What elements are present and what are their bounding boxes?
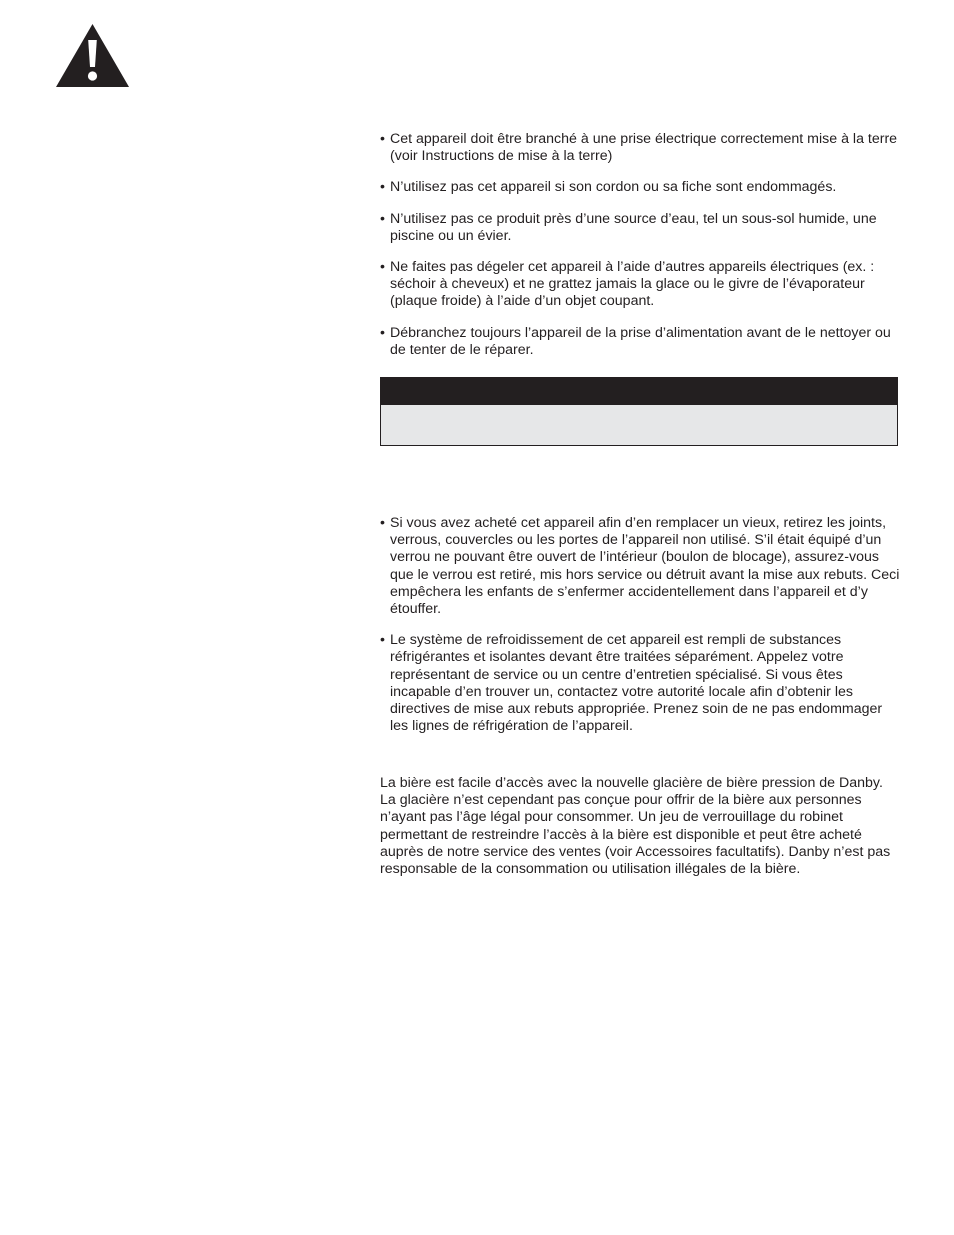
bullet-marker: • (380, 259, 385, 276)
list-item (380, 515, 900, 618)
list-item-text: Cet appareil doit être branché à une prise électrique correctement mise à la terre (voir Instructions de mise à la terre) (390, 131, 898, 165)
list-item (380, 325, 900, 359)
list-item-text: N’utilisez pas ce produit près d’une source d’eau, tel un sous-sol humide, une piscine ou un évier. (390, 210, 877, 244)
disposal-list (380, 515, 900, 749)
beer-access-paragraph: La bière est facile d’accès avec la nouvelle glacière de bière pression de Danby. La glacière n’est cependant pas conçue pour offrir de la bière aux personnes n’ayant pas l’âge légal pour consommer. Un jeu de verrouillage du robinet permettant de restreindre l’accès à la bière est disponible et peut être acheté auprès de notre service des ventes (voir Accessoires facultatifs). Danby n’est pas responsable de la consommation ou utilisation illégales de la bière. (380, 775, 891, 878)
bullet-marker: • (380, 179, 385, 196)
list-item (380, 632, 900, 735)
list-item (380, 211, 900, 245)
notice-box-header (381, 378, 897, 405)
bullet-marker: • (380, 324, 385, 341)
list-item-text: Débranchez toujours l’appareil de la prise d’alimentation avant de le nettoyer ou de tenter de le réparer. (390, 324, 891, 358)
electrical-safety-list (380, 131, 900, 373)
notice-box (380, 377, 898, 446)
list-item-text: Le système de refroidissement de cet appareil est rempli de substances réfrigérantes et isolantes devant être traitées séparément. Appelez votre représentant de service ou un centre d’entretien spécialisé. Si vous êtes incapable d’en trouver un, contactez votre autorité locale afin d’obtenir les directives de mise aux rebuts appropriée. Prenez soin de ne pas endommager les lignes de réfrigération de l’appareil. (390, 632, 883, 735)
bullet-marker: • (380, 515, 385, 531)
bullet-marker: • (380, 210, 385, 227)
list-item (380, 179, 900, 196)
bullet-marker: • (380, 131, 385, 147)
warning-icon (55, 23, 130, 88)
list-item (380, 259, 900, 311)
list-item (380, 131, 900, 165)
list-item-text: Si vous avez acheté cet appareil afin d’en remplacer un vieux, retirez les joints, verrous, couvercles ou les portes de l’appareil non utilisé. S’il était équipé d’un verrou ne pouvant être ouvert de l’intérieur (boulon de blocage), assurez-vous que le verrou est retiré, mis hors service ou détruit avant la mise aux rebuts. Ceci empêchera les enfants de s’enfermer accidentellement dans l’appareil et d’y étouffer. (390, 515, 900, 618)
bullet-marker: • (380, 632, 385, 649)
list-item-text: Ne faites pas dégeler cet appareil à l’aide d’autres appareils électriques (ex. : séchoir à cheveux) et ne grattez jamais la glace ou le givre de l’évaporateur (plaque froide) à l’aide d’un objet coupant. (390, 259, 875, 310)
list-item-text: N’utilisez pas cet appareil si son cordon ou sa fiche sont endommagés. (390, 179, 837, 196)
